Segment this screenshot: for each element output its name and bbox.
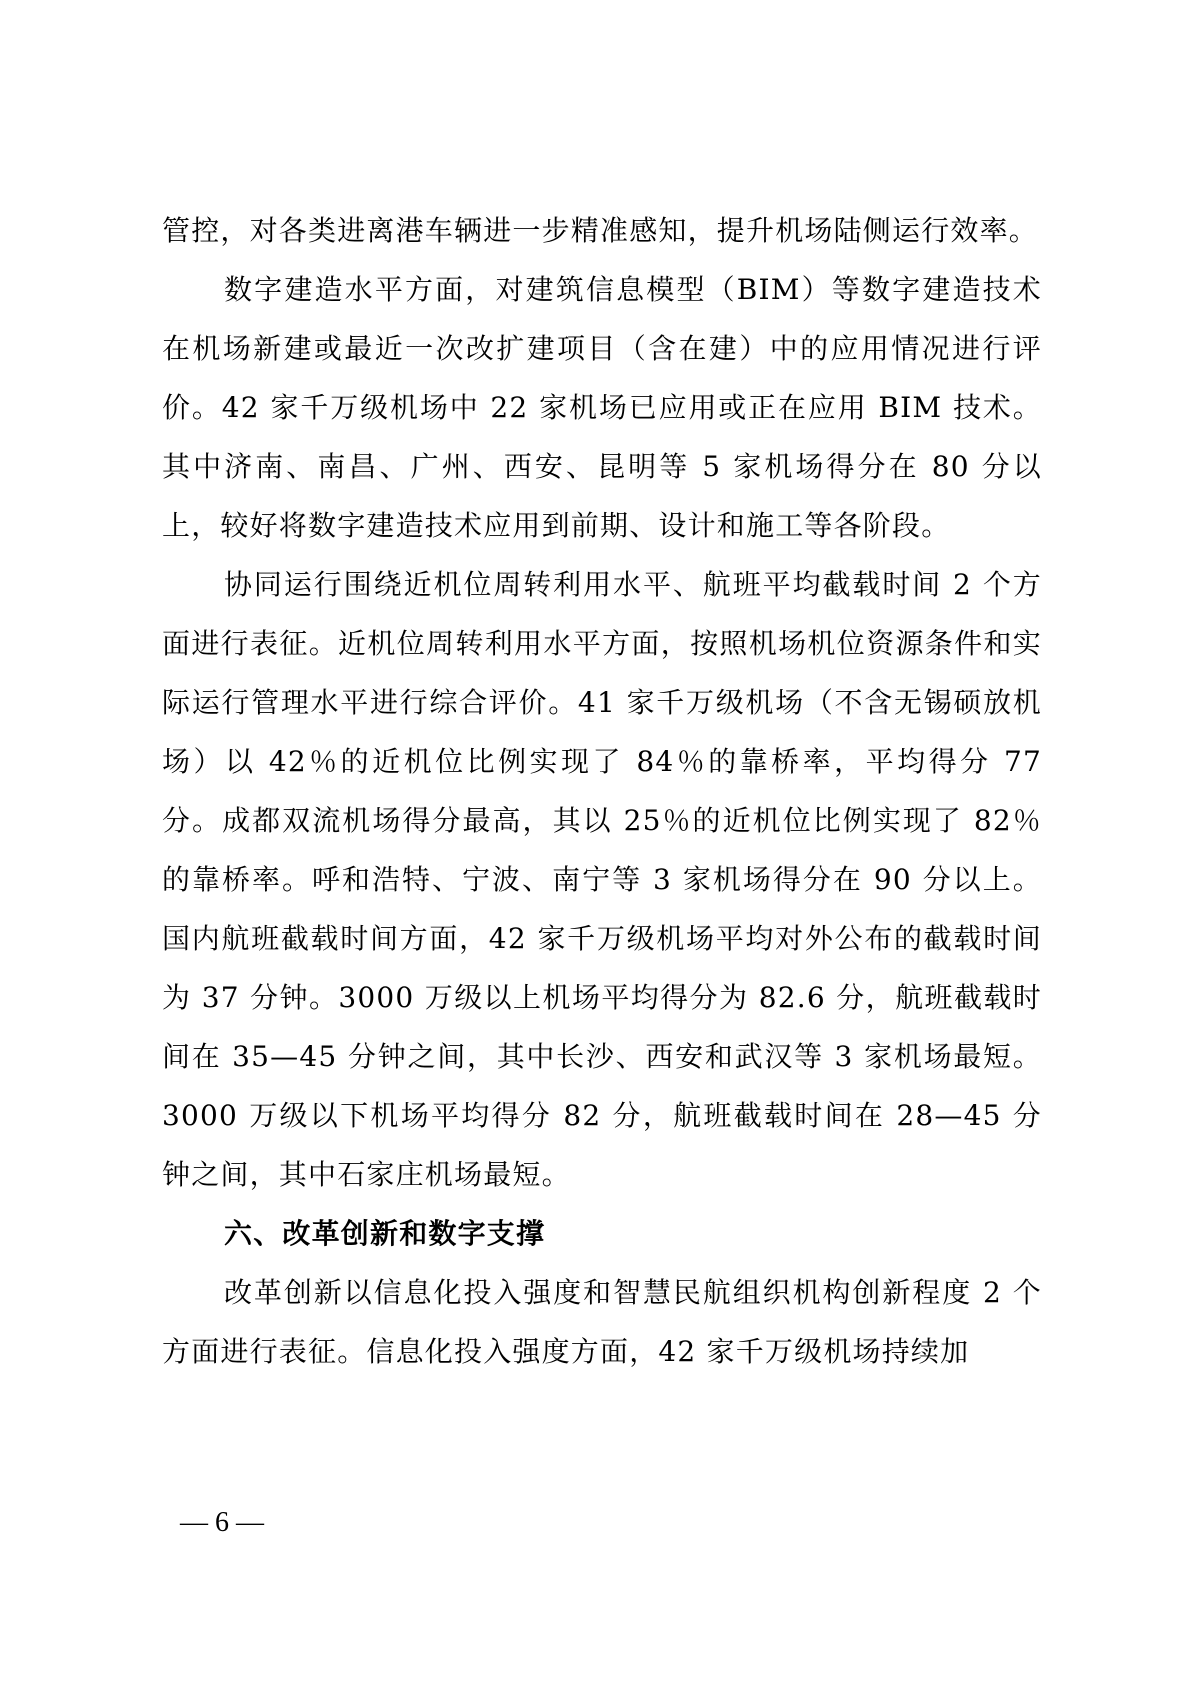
paragraph-continuation: 管控，对各类进离港车辆进一步精准感知，提升机场陆侧运行效率。	[162, 214, 1039, 247]
page-number: — 6 —	[180, 1507, 264, 1538]
paragraph-collaborative-operation: 协同运行围绕近机位周转利用水平、航班平均截载时间 2 个方面进行表征。近机位周转利用水平方面，按照机场机位资源条件和实际运行管理水平进行综合评价。41 家千万级机场（不含无锡硕放机场）以 42％的近机位比例实现了 84％的靠桥率，平均得分 77 分。成都双流机场得分最高，其以 25％的近机位比例实现了 82％的靠桥率。呼和浩特、宁波、南宁等 3 家机场得分在 90 分以上。国内航班截载时间方面，42 家千万级机场平均对外公布的截载时间为 37 分钟。3000 万级以上机场平均得分为 82.6 分，航班截载时间在 35—45 分钟之间，其中长沙、西安和武汉等 3 家机场最短。3000 万级以下机场平均得分 82 分，航班截载时间在 28—45 分钟之间，其中石家庄机场最短。	[162, 568, 1042, 1191]
paragraph-reform-innovation: 改革创新以信息化投入强度和智慧民航组织机构创新程度 2 个方面进行表征。信息化投入强度方面，42 家千万级机场持续加	[162, 1276, 1042, 1368]
body-text	[162, 201, 1042, 1381]
paragraph-digital-construction: 数字建造水平方面，对建筑信息模型（BIM）等数字建造技术在机场新建或最近一次改扩建项目（含在建）中的应用情况进行评价。42 家千万级机场中 22 家机场已应用或正在应用 BIM 技术。其中济南、南昌、广州、西安、昆明等 5 家机场得分在 80 分以上，较好将数字建造技术应用到前期、设计和施工等各阶段。	[162, 273, 1042, 542]
section-heading: 六、改革创新和数字支撑	[224, 1217, 546, 1250]
